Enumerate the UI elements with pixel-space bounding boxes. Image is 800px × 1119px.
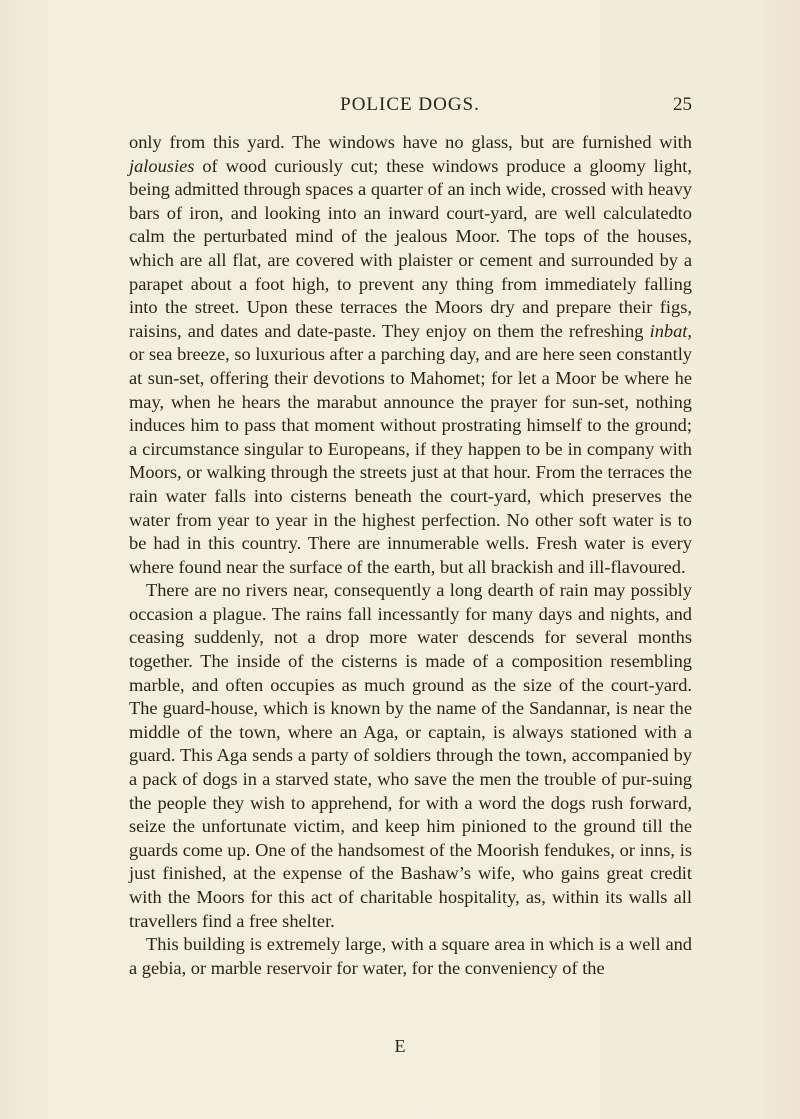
page-header [128,94,692,120]
text-run: only from this yard. The windows have no glass, but are furnished with [129,132,692,152]
text-run: This building is extremely large, with a square area in which is a well and a gebia, or marble reservoir for water, for the conveniency of the [129,934,692,978]
running-title: POLICE DOGS. [340,94,480,115]
italic-text: jalousies [129,155,195,176]
paragraph [129,131,692,579]
paragraph [129,933,692,980]
body-text [129,131,692,980]
paragraph [129,579,692,933]
signature-mark: E [394,1036,406,1056]
page-number: 25 [673,94,692,115]
text-run: of wood curiously cut; these windows produce a gloomy light, being admitted through spaces a quarter of an inch wide, crossed with heavy bars of iron, and looking into an inward court-yard, are well calculatedto calm the perturbated mind of the jealous Moor. The tops of the houses, which are all flat, are covered with plaister or cement and surrounded by a parapet about a foot high, to prevent any thing from immediately falling into the street. Upon these terraces the Moors dry and prepare their figs, raisins, and dates and date-paste. They enjoy on them the refreshing [129,155,692,341]
text-run: There are no rivers near, consequently a long dearth of rain may possibly occasion a plague. The rains fall incessantly for many days and nights, and ceasing suddenly, not a drop more water descends for several months together. The inside of the cisterns is made of a composition resembling marble, and often occupies as much ground as the size of the court-yard. The guard-house, which is known by the name of the Sandannar, is near the middle of the town, where an Aga, or captain, is always stationed with a guard. This Aga sends a party of soldiers through the town, accompanied by a pack of dogs in a starved state, who save the men the trouble of pur-suing the people they wish to apprehend, for with a word the dogs rush forward, seize the unfortunate victim, and keep him pinioned to the ground till the guards come up. One of the handsomest of the Moorish fendukes, or inns, is just finished, at the expense of the Bashaw’s wife, who gains great credit with the Moors for this act of charitable hospitality, as, within its walls all travellers find a free shelter. [129,580,692,931]
italic-text: inbat, [649,320,692,341]
text-run: or sea breeze, so luxurious after a parching day, and are here seen constantly at sun-set, offering their devotions to Mahomet; for let a Moor be where he may, when he hears the marabut announce the prayer for sun-set, nothing induces him to pass that moment without prostrating himself to the ground; a circumstance singular to Europeans, if they happen to be in company with Moors, or walking through the streets just at that hour. From the terraces the rain water falls into cisterns beneath the court-yard, which preserves the water from year to year in the highest perfection. No other soft water is to be had in this country. There are innumerable wells. Fresh water is every where found near the surface of the earth, but all brackish and ill-flavoured. [129,344,692,577]
